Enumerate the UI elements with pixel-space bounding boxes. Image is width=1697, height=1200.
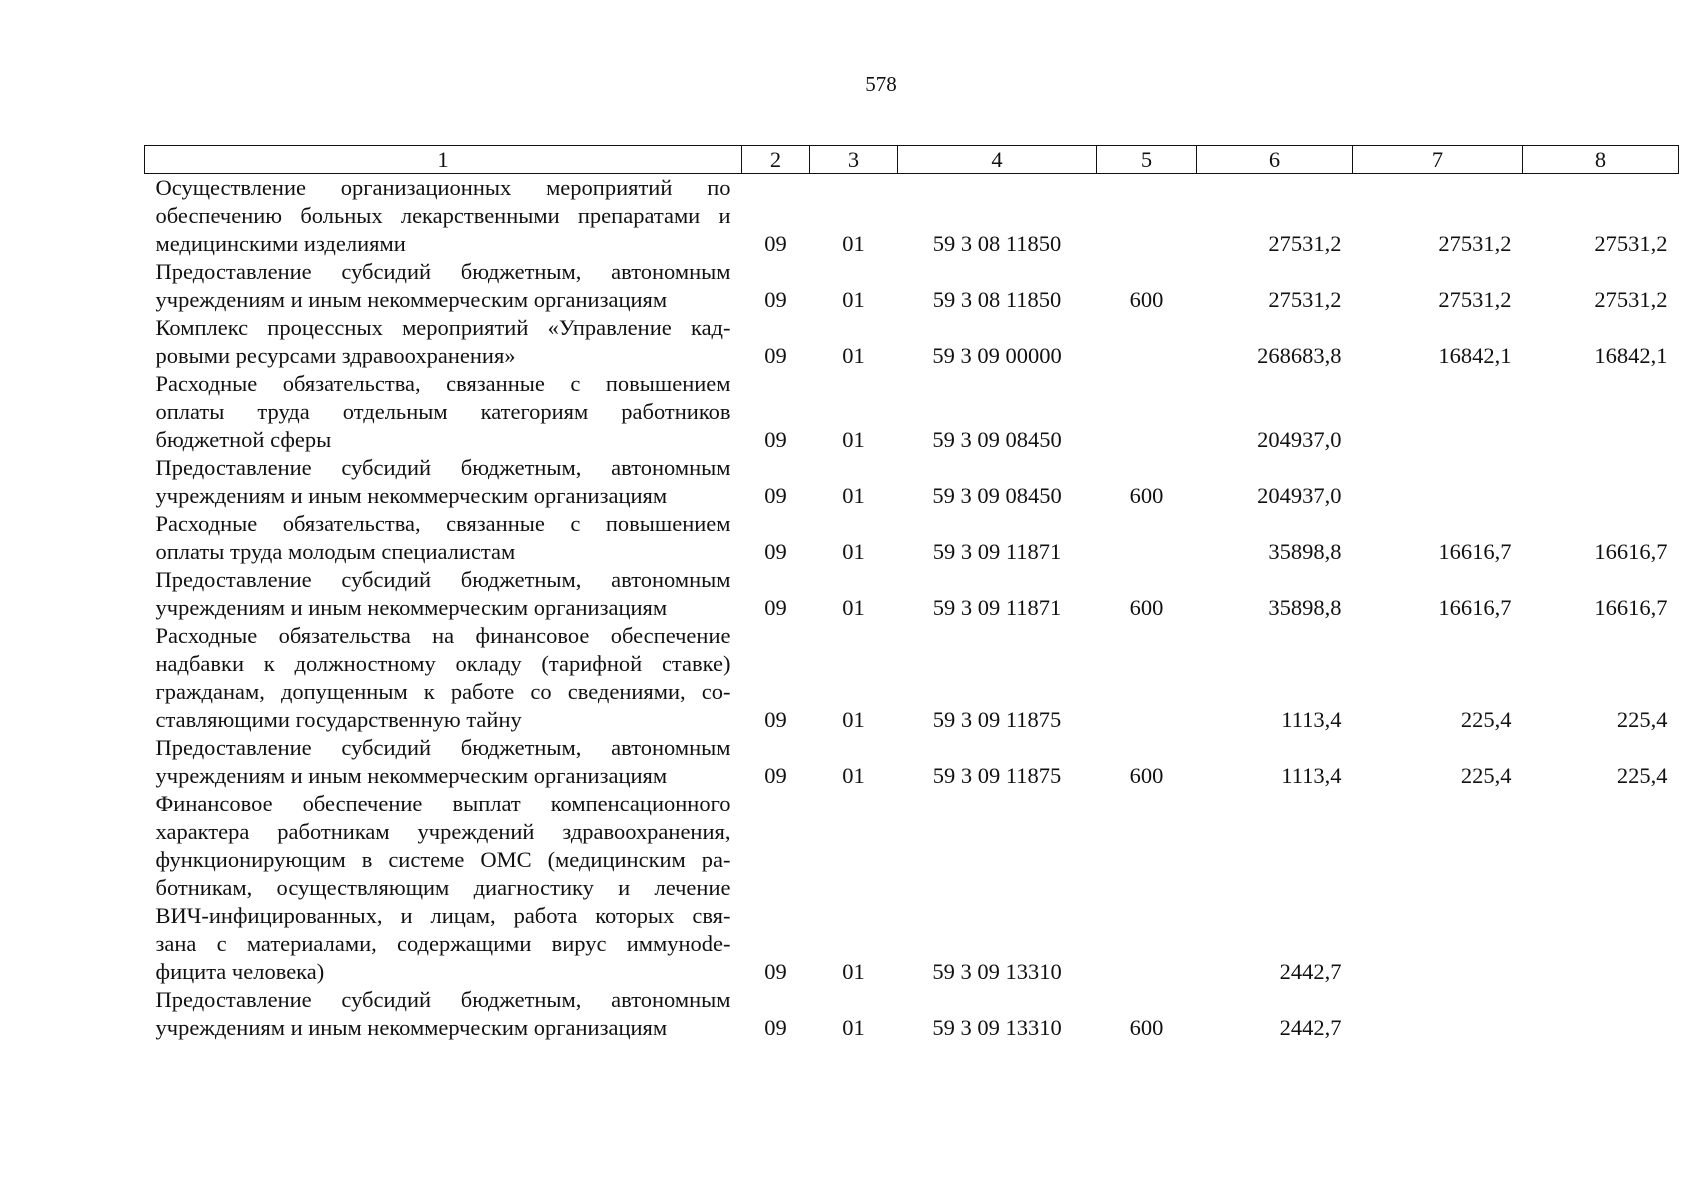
row-amount-year-2 [1353,454,1523,510]
header-col-4: 4 [898,146,1097,174]
description-line: учреждениям и иным некоммерческим организациям [155,483,668,508]
table-row [145,986,1679,1042]
description-line: медицинскими изделиями [155,231,406,256]
row-target-article: 59 3 09 11871 [932,539,1062,564]
row-amount-year-1: 27531,2 [1268,287,1342,312]
description-line: ботникам, осуществляющим диагностику и лечение [155,875,731,900]
header-col-8: 8 [1523,146,1679,174]
description-line: Осуществление организационных мероприятий по [155,175,731,200]
row-amount-year-1: 27531,2 [1268,231,1342,256]
row-description [145,510,742,566]
description-line: ставляющими государственную тайну [155,707,522,732]
row-subsection-code: 01 [842,343,865,368]
row-amount-year-2 [1353,370,1523,454]
row-section-code: 09 [764,1015,787,1040]
row-section-code: 09 [764,707,787,732]
row-expense-type: 600 [1129,1015,1164,1040]
row-amount-year-2 [1353,790,1523,986]
row-expense-type [1097,174,1197,259]
table-row [145,566,1679,622]
row-expense-type: 600 [1129,483,1164,508]
row-amount-year-3: 225,4 [1616,707,1668,732]
table-row [145,510,1679,566]
description-line: Предоставление субсидий бюджетным, автономным [155,259,731,284]
row-amount-year-3 [1523,454,1679,510]
description-line: Финансовое обеспечение выплат компенсационного [155,791,731,816]
budget-table [144,145,1679,1042]
row-amount-year-1: 204937,0 [1257,427,1342,452]
row-target-article: 59 3 09 13310 [932,959,1062,984]
row-subsection-code: 01 [842,707,865,732]
description-line: учреждениям и иным некоммерческим организациям [155,1015,668,1040]
row-amount-year-3: 16616,7 [1594,595,1668,620]
row-section-code: 09 [764,539,787,564]
row-target-article: 59 3 08 11850 [932,231,1062,256]
budget-table-container [144,145,1678,1042]
row-expense-type [1097,314,1197,370]
row-amount-year-1: 2442,7 [1279,1015,1342,1040]
row-description [145,370,742,454]
row-subsection-code: 01 [842,539,865,564]
description-line: учреждениям и иным некоммерческим организациям [155,287,668,312]
row-subsection-code: 01 [842,763,865,788]
row-target-article: 59 3 08 11850 [932,287,1062,312]
row-amount-year-1: 1113,4 [1281,707,1342,732]
table-row [145,790,1679,986]
row-section-code: 09 [764,287,787,312]
header-col-6: 6 [1197,146,1353,174]
description-line: оплаты труда отдельным категориям работников [155,399,731,424]
row-amount-year-1: 2442,7 [1279,959,1342,984]
row-expense-type: 600 [1129,763,1164,788]
row-amount-year-1: 35898,8 [1268,595,1342,620]
row-amount-year-3 [1523,790,1679,986]
row-amount-year-2: 27531,2 [1438,231,1512,256]
header-col-2: 2 [742,146,810,174]
table-header-row [145,146,1679,174]
row-description [145,790,742,986]
page-number: 578 [865,72,897,96]
row-subsection-code: 01 [842,287,865,312]
row-target-article: 59 3 09 08450 [932,483,1062,508]
table-row [145,314,1679,370]
row-subsection-code: 01 [842,959,865,984]
row-amount-year-1: 35898,8 [1268,539,1342,564]
description-line: гражданам, допущенным к работе со сведениями, со- [155,679,731,704]
row-target-article: 59 3 09 11871 [932,595,1062,620]
row-amount-year-2: 27531,2 [1438,287,1512,312]
row-target-article: 59 3 09 08450 [932,427,1062,452]
description-line: бюджетной сферы [155,427,332,452]
row-section-code: 09 [764,427,787,452]
header-col-1: 1 [145,146,742,174]
row-amount-year-2: 16842,1 [1438,343,1512,368]
row-target-article: 59 3 09 00000 [932,343,1062,368]
row-amount-year-3: 16616,7 [1594,539,1668,564]
table-row [145,734,1679,790]
description-line: Расходные обязательства на финансовое обеспечение [155,623,731,648]
row-amount-year-3: 225,4 [1616,763,1668,788]
row-amount-year-2: 16616,7 [1438,539,1512,564]
row-expense-type [1097,622,1197,734]
row-amount-year-1: 204937,0 [1257,483,1342,508]
row-target-article: 59 3 09 11875 [932,763,1062,788]
description-line: фицита человека) [155,959,325,984]
description-line: Предоставление субсидий бюджетным, автономным [155,455,731,480]
table-row [145,622,1679,734]
row-amount-year-3: 27531,2 [1594,231,1668,256]
table-row [145,454,1679,510]
row-expense-type [1097,790,1197,986]
description-line: Предоставление субсидий бюджетным, автономным [155,987,731,1012]
row-subsection-code: 01 [842,1015,865,1040]
description-line: Расходные обязательства, связанные с повышением [155,511,731,536]
row-amount-year-2 [1353,986,1523,1042]
row-amount-year-3: 16842,1 [1594,343,1668,368]
row-description [145,174,742,259]
row-expense-type: 600 [1129,595,1164,620]
description-line: функционирующим в системе ОМС (медицинским ра- [155,847,731,872]
row-amount-year-1: 1113,4 [1281,763,1342,788]
description-line: ровыми ресурсами здравоохранения» [155,343,516,368]
row-subsection-code: 01 [842,483,865,508]
row-subsection-code: 01 [842,595,865,620]
description-line: учреждениям и иным некоммерческим организациям [155,763,668,788]
row-expense-type [1097,370,1197,454]
description-line: учреждениям и иным некоммерческим организациям [155,595,668,620]
row-subsection-code: 01 [842,427,865,452]
row-description [145,734,742,790]
row-expense-type [1097,510,1197,566]
description-line: ВИЧ-инфицированных, и лицам, работа которых свя- [155,903,731,928]
row-description [145,622,742,734]
row-description [145,258,742,314]
description-line: Предоставление субсидий бюджетным, автономным [155,567,731,592]
row-target-article: 59 3 09 11875 [932,707,1062,732]
row-description [145,454,742,510]
row-section-code: 09 [764,483,787,508]
row-expense-type: 600 [1129,287,1164,312]
row-amount-year-2: 16616,7 [1438,595,1512,620]
row-section-code: 09 [764,763,787,788]
row-amount-year-3 [1523,370,1679,454]
description-line: Комплекс процессных мероприятий «Управление кад- [155,315,731,340]
row-description [145,566,742,622]
description-line: оплаты труда молодым специалистам [155,539,516,564]
row-description [145,986,742,1042]
description-line: зана с материалами, содержащими вирус иммунode- [155,931,731,956]
row-amount-year-1: 268683,8 [1257,343,1342,368]
row-section-code: 09 [764,231,787,256]
table-row [145,258,1679,314]
table-body [145,174,1679,1043]
row-description [145,314,742,370]
row-section-code: 09 [764,595,787,620]
row-amount-year-2: 225,4 [1460,707,1512,732]
row-amount-year-3: 27531,2 [1594,287,1668,312]
row-section-code: 09 [764,343,787,368]
table-row [145,174,1679,259]
description-line: Расходные обязательства, связанные с повышением [155,371,731,396]
row-subsection-code: 01 [842,231,865,256]
header-col-7: 7 [1353,146,1523,174]
row-section-code: 09 [764,959,787,984]
header-col-5: 5 [1097,146,1197,174]
description-line: характера работникам учреждений здравоохранения, [155,819,731,844]
header-col-3: 3 [810,146,898,174]
description-line: Предоставление субсидий бюджетным, автономным [155,735,731,760]
row-amount-year-2: 225,4 [1460,763,1512,788]
description-line: обеспечению больных лекарственными препаратами и [155,203,731,228]
description-line: надбавки к должностному окладу (тарифной ставке) [155,651,731,676]
row-target-article: 59 3 09 13310 [932,1015,1062,1040]
row-amount-year-3 [1523,986,1679,1042]
table-row [145,370,1679,454]
